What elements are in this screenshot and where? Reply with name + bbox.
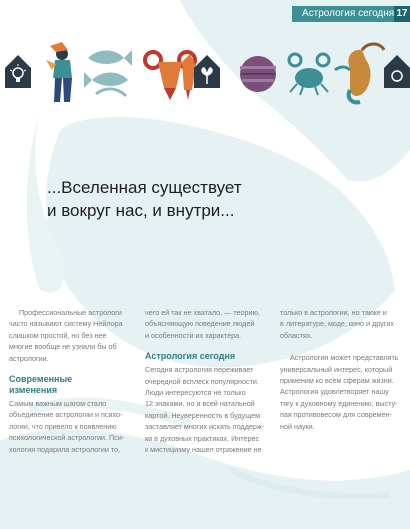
text-line: применим ко всем сферам жизни. (280, 376, 394, 386)
text-line: картой. Неуверенность в будущем (145, 410, 261, 420)
text-line: Профессиональные астрологи (19, 308, 122, 317)
text-line: астрологии. (9, 353, 49, 363)
planet-jupiter-icon (240, 56, 276, 92)
text-line: тягу к духовному единению, высту- (280, 398, 398, 408)
text-line: часто называют систему Нейлора (9, 319, 123, 329)
cancer-crab-icon (289, 54, 329, 95)
text-column-1 (9, 307, 125, 455)
text-line: объединение астрологии и психо- (9, 410, 123, 420)
text-line: заставляет многих искать поддерж- (145, 422, 265, 432)
headline-line: и вокруг нас, и внутри... (47, 201, 235, 220)
text-line: ной науки. (280, 421, 315, 431)
zodiac-icon-row (0, 40, 410, 110)
text-line: слишком простой, но без нее (9, 330, 107, 340)
text-line: хология подарила астрологии то, (9, 444, 121, 454)
text-column-2 (145, 307, 269, 455)
running-header (292, 6, 410, 22)
text-line: очередной всплеск популярности. (145, 376, 259, 386)
text-line: Астрология удовлетворяет нашу (280, 387, 389, 397)
text-line: только в астрологии, но также и (280, 308, 387, 317)
text-line: чего ей так не хватало, — теорию, (145, 308, 260, 317)
text-line: логии, что привело к появлению (9, 421, 117, 431)
section-title: Астрология сегодня (302, 8, 395, 19)
subheading-line: изменения (9, 385, 58, 396)
text-line: ки в духовных практиках. Интерес (145, 433, 260, 443)
subheading-modern-changes (9, 374, 125, 396)
text-line: объясняющую поведение людей (145, 319, 255, 329)
coin-house-icon (384, 55, 410, 88)
page-number: 17 (394, 6, 410, 22)
text-line: пая противовесом для современ- (280, 410, 392, 420)
subheading-line: Современные (9, 374, 73, 385)
pisces-icon (84, 50, 132, 96)
text-line: 12 знаками, но и всей натальной (145, 399, 255, 409)
lightbulb-house-icon (5, 55, 31, 88)
text-line: Люди интересуются не только (145, 388, 246, 398)
text-column-3 (280, 307, 401, 432)
headline-quote (47, 176, 377, 222)
text-line: областях. (280, 330, 313, 340)
headline-line: ...Вселенная существует (47, 178, 242, 197)
text-line: и особенности их характера. (145, 330, 242, 340)
text-line: в литературе, моде, кино и других (280, 319, 394, 329)
text-line: Сегодня астрология переживает (145, 365, 254, 375)
text-line: Астрология может представлять (290, 353, 399, 363)
aquarius-icon (46, 42, 72, 102)
text-line: многие вообще не узнали бы об (9, 342, 117, 352)
subheading-astrology-today: Астрология сегодня (145, 351, 236, 362)
text-line: психологической астрологии. Пси- (9, 433, 125, 443)
text-line: универсальный интерес, который (280, 364, 393, 374)
capricorn-icon (335, 44, 384, 102)
text-line: Самым важным шагом стало (9, 399, 107, 409)
text-line: к мистицизму нашел отражение не (145, 445, 262, 455)
plant-house-icon (194, 55, 220, 88)
